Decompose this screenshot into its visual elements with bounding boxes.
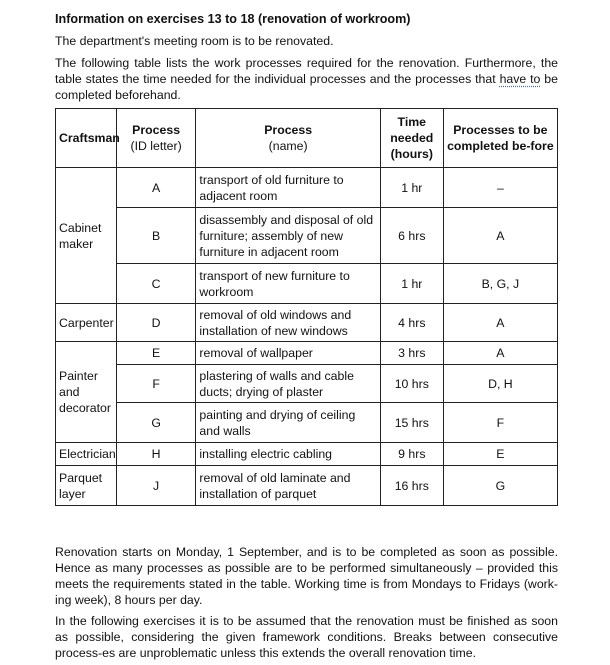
process-name-cell: transport of new furniture to workroom — [196, 264, 380, 304]
intro-text-a: The following table lists the work processes required for the renovation. Furthermore, the table states the time needed for the individual processes and the processes that — [55, 56, 558, 86]
process-id-cell: G — [116, 403, 196, 443]
header-prerequisites: Processes to be completed be-fore — [443, 109, 557, 168]
table-row — [56, 466, 558, 506]
header-craftsman: Craftsman — [56, 109, 117, 168]
header-process-id: Process (ID letter) — [116, 109, 196, 168]
table-row — [56, 304, 558, 342]
table-row — [56, 443, 558, 466]
header-time-sub: (hours) — [390, 147, 433, 161]
craftsman-cell: Electrician — [56, 443, 117, 466]
prerequisite-cell: A — [443, 208, 557, 264]
table-row — [56, 365, 558, 403]
craftsman-cell: Carpenter — [56, 304, 117, 342]
process-name-cell: painting and drying of ceiling and walls — [196, 403, 380, 443]
prerequisite-cell: E — [443, 443, 557, 466]
process-name-cell: plastering of walls and cable ducts; drying of plaster — [196, 365, 380, 403]
time-cell: 1 hr — [380, 264, 443, 304]
process-name-cell: installing electric cabling — [196, 443, 380, 466]
table-row — [56, 264, 558, 304]
process-id-cell: B — [116, 208, 196, 264]
schedule-paragraph: Renovation starts on Monday, 1 September, and is to be completed as soon as possible. Hence as many processes as possible are to be performed simultaneously – provided this meets the requirements stated in the table. Working time is from Mondays to Fridays (work-ing week), 8 hours per day. — [55, 545, 558, 607]
process-id-cell: F — [116, 365, 196, 403]
prerequisite-cell: F — [443, 403, 557, 443]
time-cell: 16 hrs — [380, 466, 443, 506]
table-row — [56, 208, 558, 264]
header-process-id-sub: (ID letter) — [130, 139, 182, 153]
time-cell: 4 hrs — [380, 304, 443, 342]
prerequisite-cell: – — [443, 168, 557, 208]
process-name-cell: disassembly and disposal of old furniture; assembly of new furniture in adjacent room — [196, 208, 380, 264]
craftsman-cell: Painter and decorator — [56, 342, 117, 443]
header-time: Time needed (hours) — [380, 109, 443, 168]
process-id-cell: H — [116, 443, 196, 466]
intro-paragraph-2 — [55, 55, 558, 103]
assumption-paragraph: In the following exercises it is to be assumed that the renovation must be finished as soon as possible, considering the given framework conditions. Breaks between consecutive process-es are unproblematic unless this extends the overall renovation time. — [55, 614, 558, 660]
table-row — [56, 403, 558, 443]
header-process-name-sub: (name) — [268, 139, 308, 153]
intro-text-underlined: have to — [499, 72, 541, 86]
time-cell: 1 hr — [380, 168, 443, 208]
process-name-cell: removal of wallpaper — [196, 342, 380, 365]
intro-text-b: be completed beforehand. — [55, 72, 558, 102]
table-row — [56, 168, 558, 208]
process-id-cell: C — [116, 264, 196, 304]
time-cell: 10 hrs — [380, 365, 443, 403]
prerequisite-cell: G — [443, 466, 557, 506]
time-cell: 3 hrs — [380, 342, 443, 365]
page-title: Information on exercises 13 to 18 (renovation of workroom) — [55, 12, 411, 26]
header-process-name: Process (name) — [196, 109, 380, 168]
craftsman-cell: Parquet layer — [56, 466, 117, 506]
time-cell: 6 hrs — [380, 208, 443, 264]
prerequisite-cell: A — [443, 342, 557, 365]
craftsman-cell: Cabinet maker — [56, 168, 117, 304]
process-id-cell: E — [116, 342, 196, 365]
prerequisite-cell: B, G, J — [443, 264, 557, 304]
time-cell: 9 hrs — [380, 443, 443, 466]
process-name-cell: transport of old furniture to adjacent room — [196, 168, 380, 208]
process-id-cell: D — [116, 304, 196, 342]
time-cell: 15 hrs — [380, 403, 443, 443]
intro-paragraph-1: The department's meeting room is to be renovated. — [55, 34, 334, 48]
work-process-table — [55, 108, 558, 506]
process-id-cell: J — [116, 466, 196, 506]
table-header-row — [56, 109, 558, 168]
process-id-cell: A — [116, 168, 196, 208]
prerequisite-cell: A — [443, 304, 557, 342]
process-name-cell: removal of old laminate and installation of parquet — [196, 466, 380, 506]
prerequisite-cell: D, H — [443, 365, 557, 403]
table-row — [56, 342, 558, 365]
process-name-cell: removal of old windows and installation of new windows — [196, 304, 380, 342]
